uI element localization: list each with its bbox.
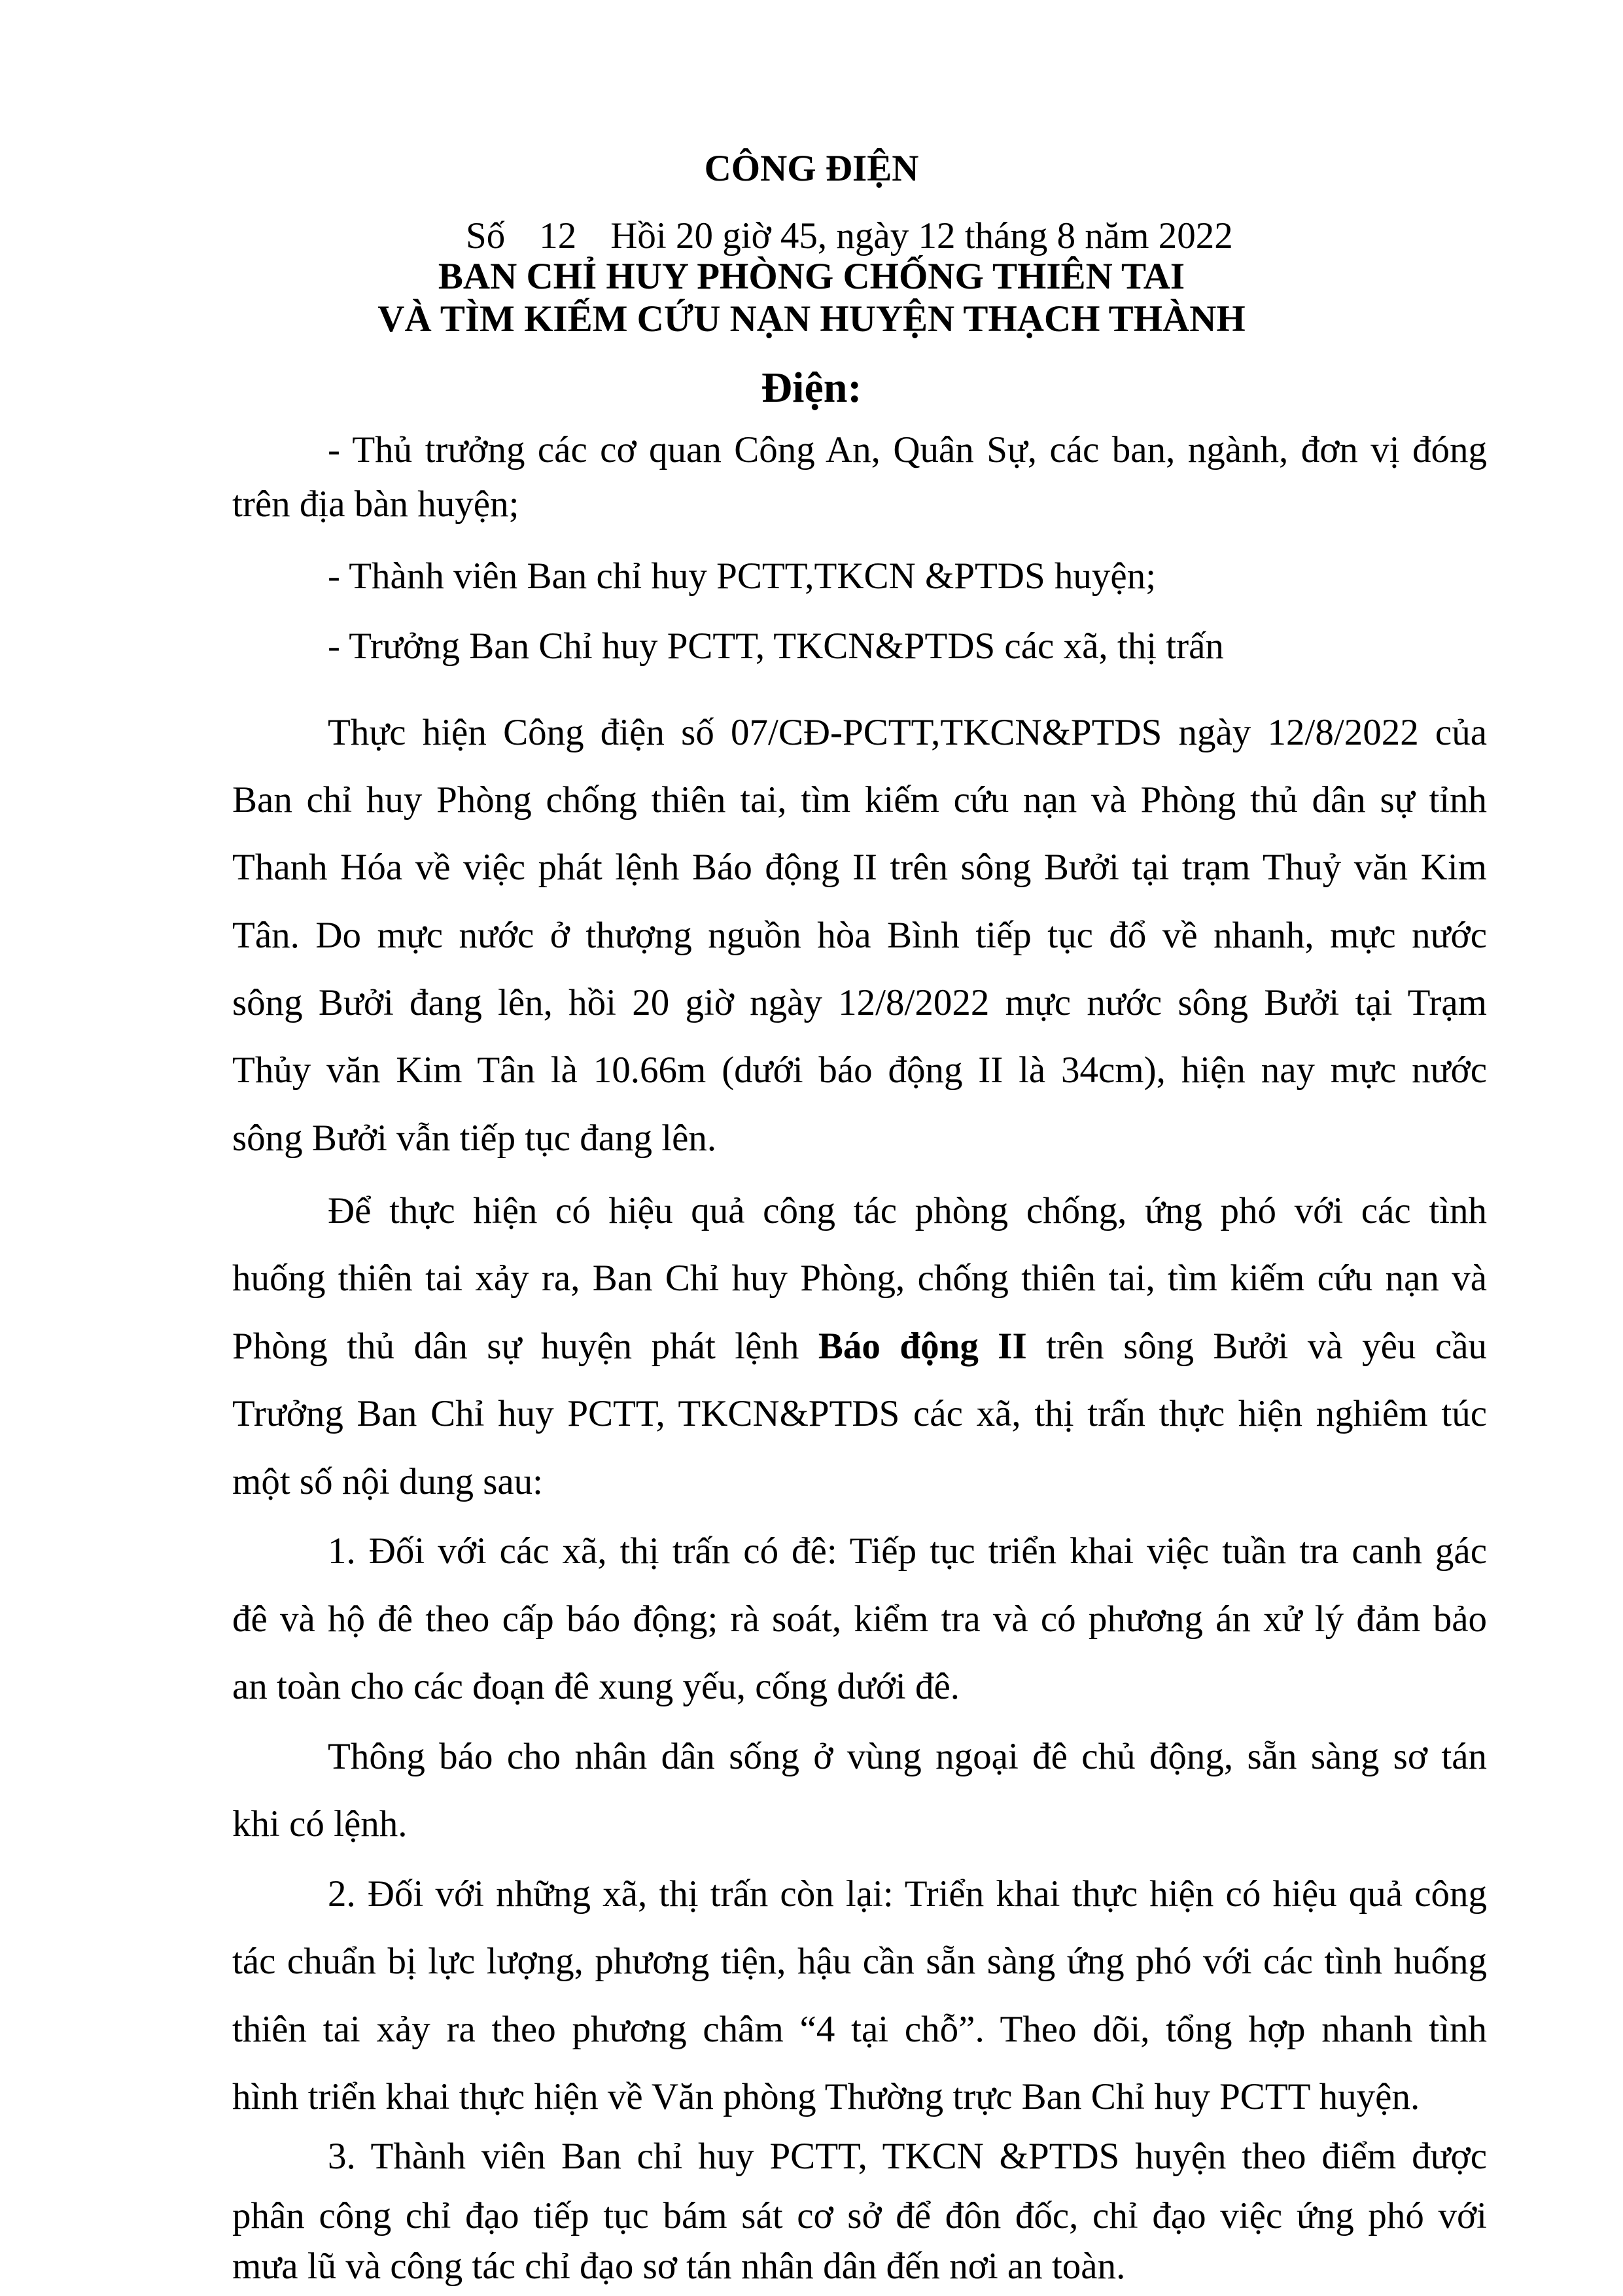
notice-line-2: khi có lệnh.	[232, 1803, 408, 1845]
para1-line-4: Tân. Do mực nước ở thượng nguồn hòa Bình tiếp tục đổ về nhanh, mực nước	[232, 915, 1487, 956]
para1-line-1: Thực hiện Công điện số 07/CĐ-PCTT,TKCN&PTDS ngày 12/8/2022 của	[328, 712, 1487, 753]
document-type-title: CÔNG ĐIỆN	[704, 148, 919, 189]
item1-line-3: an toàn cho các đoạn đê xung yếu, cống dưới đê.	[232, 1666, 960, 1707]
item3-line-2: phân công chỉ đạo tiếp tục bám sát cơ sở để đôn đốc, chỉ đạo việc ứng phó với	[232, 2195, 1487, 2236]
alarm-level-bold: Báo động II	[818, 1326, 1027, 1367]
para2-line-1: Để thực hiện có hiệu quả công tác phòng chống, ứng phó với các tình	[328, 1190, 1487, 1231]
number-label: Số	[466, 215, 506, 256]
para1-line-2: Ban chỉ huy Phòng chống thiên tai, tìm kiếm cứu nạn và Phòng thủ dân sự tỉnh	[232, 779, 1487, 821]
item2-line-1: 2. Đối với những xã, thị trấn còn lại: Triển khai thực hiện có hiệu quả công	[328, 1873, 1487, 1915]
recipient-1-line-2: trên địa bàn huyện;	[232, 484, 519, 525]
para1-line-3: Thanh Hóa về việc phát lệnh Báo động II trên sông Bưởi tại trạm Thuỷ văn Kim	[232, 847, 1487, 888]
item3-line-3: mưa lũ và công tác chỉ đạo sơ tán nhân dân đến nơi an toàn.	[232, 2246, 1126, 2287]
issuer-line-2: VÀ TÌM KIẾM CỨU NẠN HUYỆN THẠCH THÀNH	[377, 298, 1246, 340]
para2-line-3-after: trên sông Bưởi và yêu cầu	[1026, 1326, 1487, 1367]
para1-line-6: Thủy văn Kim Tân là 10.66m (dưới báo động II là 34cm), hiện nay mực nước	[232, 1050, 1487, 1091]
item3-line-1: 3. Thành viên Ban chỉ huy PCTT, TKCN &PTDS huyện theo điểm được	[328, 2136, 1487, 2177]
recipient-1-line-1: - Thủ trưởng các cơ quan Công An, Quân Sự, các ban, ngành, đơn vị đóng	[328, 429, 1487, 470]
para2-line-3	[232, 1325, 1487, 1368]
para2-line-3-before: Phòng thủ dân sự huyện phát lệnh	[232, 1326, 818, 1367]
issuer-line-1: BAN CHỈ HUY PHÒNG CHỐNG THIÊN TAI	[438, 256, 1185, 297]
recipient-3: - Trưởng Ban Chỉ huy PCTT, TKCN&PTDS các xã, thị trấn	[328, 626, 1224, 667]
para1-line-5: sông Bưởi đang lên, hồi 20 giờ ngày 12/8/2022 mực nước sông Bưởi tại Trạm	[232, 982, 1487, 1023]
para1-line-7: sông Bưởi vẫn tiếp tục đang lên.	[232, 1118, 717, 1159]
item2-line-3: thiên tai xảy ra theo phương châm “4 tại chỗ”. Theo dõi, tổng hợp nhanh tình	[232, 2009, 1487, 2050]
document-number: 12	[539, 215, 577, 256]
item1-line-1: 1. Đối với các xã, thị trấn có đê: Tiếp tục triển khai việc tuần tra canh gác	[328, 1530, 1487, 1572]
item1-line-2: đê và hộ đê theo cấp báo động; rà soát, kiểm tra và có phương án xử lý đảm bảo	[232, 1598, 1487, 1640]
para2-line-5: một số nội dung sau:	[232, 1461, 544, 1502]
recipient-2: - Thành viên Ban chỉ huy PCTT,TKCN &PTDS huyện;	[328, 556, 1157, 597]
document-time: Hồi 20 giờ 45, ngày 12 tháng 8 năm 2022	[610, 215, 1233, 256]
para2-line-4: Trưởng Ban Chỉ huy PCTT, TKCN&PTDS các xã, thị trấn thực hiện nghiêm túc	[232, 1393, 1487, 1434]
para2-line-2: huống thiên tai xảy ra, Ban Chỉ huy Phòng, chống thiên tai, tìm kiếm cứu nạn và	[232, 1258, 1487, 1299]
document-number-line	[466, 215, 1233, 258]
item2-line-2: tác chuẩn bị lực lượng, phương tiện, hậu cần sẵn sàng ứng phó với các tình huống	[232, 1941, 1487, 1982]
dien-label: Điện:	[761, 364, 862, 412]
notice-line-1: Thông báo cho nhân dân sống ở vùng ngoại đê chủ động, sẵn sàng sơ tán	[328, 1736, 1487, 1777]
item2-line-4: hình triển khai thực hiện về Văn phòng Thường trực Ban Chỉ huy PCTT huyện.	[232, 2076, 1420, 2117]
